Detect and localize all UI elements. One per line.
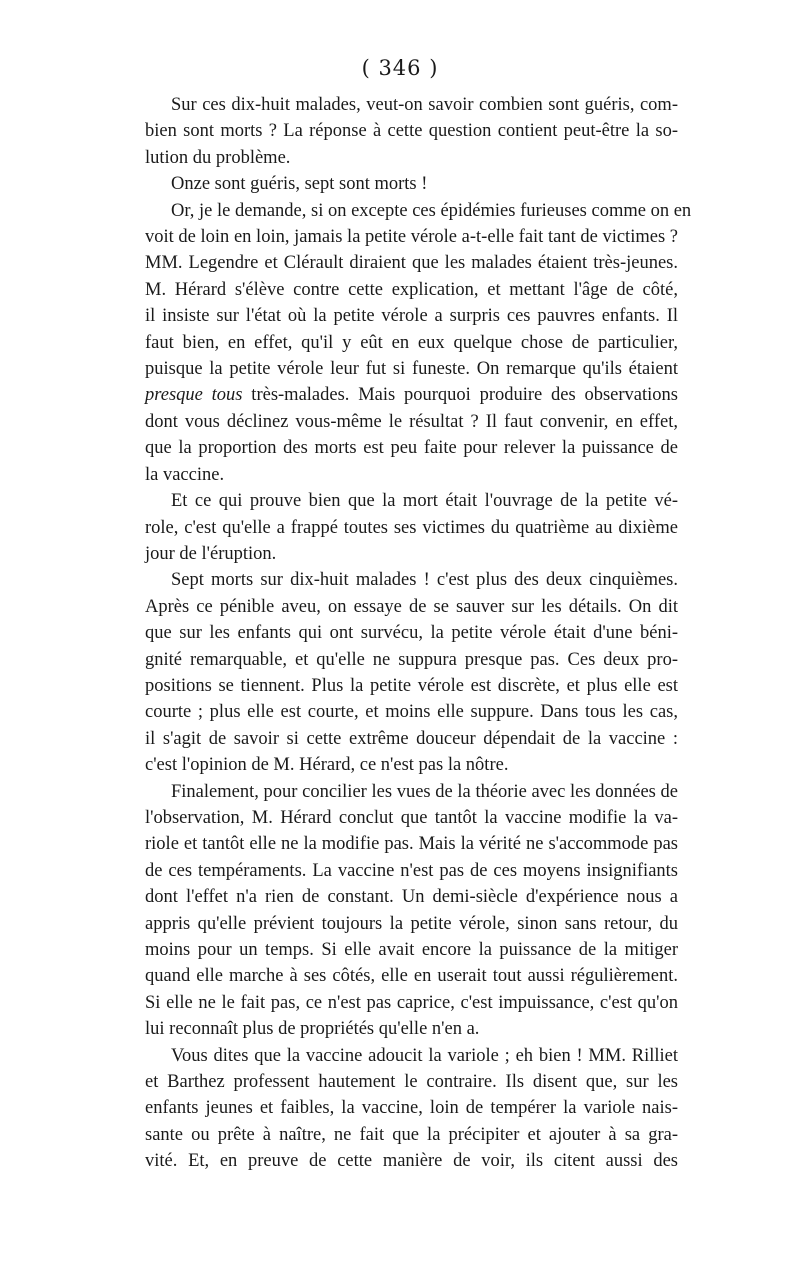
text-line: l'observation, M. Hérard conclut que tantôt la vaccine modifie la va- — [145, 807, 678, 828]
paragraph — [145, 488, 678, 567]
text-line: Finalement, pour concilier les vues de la théorie avec les données de — [171, 781, 678, 802]
text-line: Après ce pénible aveu, on essaye de se sauver sur les détails. On dit — [145, 596, 678, 617]
text-line: Sur ces dix-huit malades, veut-on savoir combien sont guéris, com- — [171, 95, 678, 115]
text-line: Et ce qui prouve bien que la mort était l'ouvrage de la petite vé- — [171, 491, 678, 512]
paragraph — [145, 567, 678, 778]
paragraph — [145, 171, 678, 197]
text-line: gnité remarquable, et qu'elle ne suppura presque pas. Ces deux pro- — [145, 649, 678, 670]
text-line: sante ou prête à naître, ne fait que la précipiter et ajouter à sa gra- — [145, 1124, 678, 1145]
paragraph — [145, 1043, 678, 1175]
body-text — [145, 92, 692, 1175]
text-line: lution du problème. — [145, 147, 291, 168]
text-line: c'est l'opinion de M. Hérard, ce n'est pas la nôtre. — [145, 755, 509, 776]
text-line: MM. Legendre et Clérault diraient que les malades étaient très-jeunes. — [145, 253, 678, 274]
paragraph — [145, 779, 678, 1043]
text-line: moins pour un temps. Si elle avait encore la puissance de la mitiger — [145, 940, 678, 960]
text-line: et Barthez professent hautement le contraire. Ils disent que, sur les — [145, 1072, 678, 1093]
emphasis-text: presque tous — [145, 385, 243, 406]
text-line: enfants jeunes et faibles, la vaccine, loin de tempérer la variole nais- — [145, 1098, 678, 1119]
text-line: voit de loin en loin, jamais la petite vérole a-t-elle fait tant de victimes ? — [145, 227, 678, 248]
text-line: de ces tempéraments. La vaccine n'est pas de ces moyens insignifiants — [145, 860, 678, 881]
text-line: faut bien, en effet, qu'il y eût en eux quelque chose de particulier, — [145, 332, 678, 353]
text-line: quand elle marche à ses côtés, elle en userait tout aussi régulièrement. — [145, 966, 678, 987]
text-line: il s'agit de savoir si cette extrême douceur dépendait de la vaccine : — [145, 728, 678, 749]
text-line: dont l'effet n'a rien de constant. Un demi-siècle d'expérience nous a — [145, 887, 678, 908]
text-line: puisque la petite vérole leur fut si funeste. On remarque qu'ils étaient — [145, 359, 678, 380]
text-line: jour de l'éruption. — [145, 543, 277, 564]
text-line: M. Hérard s'élève contre cette explication, et mettant l'âge de côté, — [145, 279, 678, 300]
text-line: riole et tantôt elle ne la modifie pas. Mais la vérité ne s'accommode pas — [145, 834, 678, 855]
text-line: que sur les enfants qui ont survécu, la petite vérole était d'une béni- — [145, 623, 678, 644]
text-line: presque tous très-malades. Mais pourquoi produire des observations — [145, 385, 678, 406]
text-line: role, c'est qu'elle a frappé toutes ses victimes du quatrième au dixième — [145, 517, 678, 538]
text-line: la vaccine. — [145, 464, 225, 485]
text-line: Sept morts sur dix-huit malades ! c'est plus des deux cinquièmes. — [171, 570, 678, 591]
text-line: positions se tiennent. Plus la petite vérole est discrète, et plus elle est — [145, 675, 678, 696]
text-line: que la proportion des morts est peu faite pour relever la puissance de — [145, 438, 678, 459]
paragraph — [145, 92, 678, 171]
text-line: Vous dites que la vaccine adoucit la variole ; eh bien ! MM. Rilliet — [171, 1045, 678, 1066]
text-line: appris qu'elle prévient toujours la petite vérole, sinon sans retour, du — [145, 913, 678, 934]
text-line: dont vous déclinez vous-même le résultat ? Il faut convenir, en effet, — [145, 411, 678, 432]
text-line: Or, je le demande, si on excepte ces épidémies furieuses comme on en — [171, 200, 692, 221]
text-line: bien sont morts ? La réponse à cette question contient peut-être la so- — [145, 121, 678, 142]
text-line: Onze sont guéris, sept sont morts ! — [171, 174, 428, 195]
text-line: lui reconnaît plus de propriétés qu'elle n'en a. — [145, 1019, 480, 1040]
page-number: ( 346 ) — [361, 56, 439, 80]
paragraph — [145, 198, 692, 488]
text-line: courte ; plus elle est courte, et moins elle suppure. Dans tous les cas, — [145, 702, 678, 723]
text-line: vité. Et, en preuve de cette manière de voir, ils citent aussi des — [145, 1151, 678, 1172]
text-line: il insiste sur l'état où la petite vérole a surpris ces pauvres enfants. Il — [145, 306, 678, 327]
text-line: Si elle ne le fait pas, ce n'est pas caprice, c'est impuissance, c'est qu'on — [145, 992, 678, 1013]
